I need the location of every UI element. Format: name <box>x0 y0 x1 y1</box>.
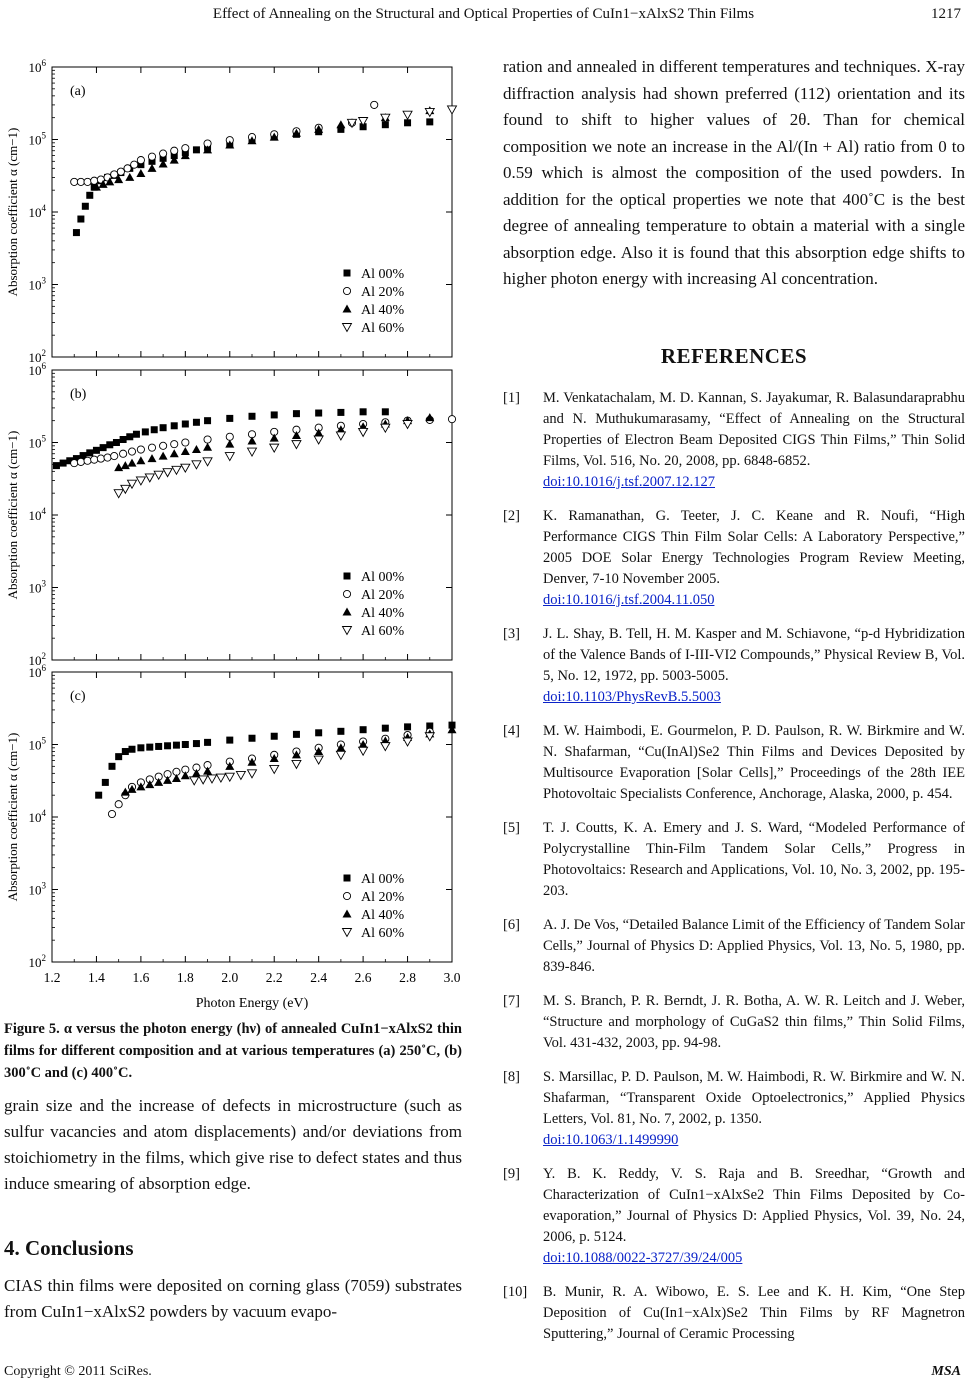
legend-label: Al 20% <box>361 285 405 300</box>
reference-text: B. Munir, R. A. Wibowo, E. S. Lee and K. H. Kim, “One Step Deposition of Cu(In1−xAlx)Se2 Thin Films by RF Magnetron Sputtering,” Journal of Ceramic Processing <box>543 1284 965 1342</box>
data-point <box>71 459 78 466</box>
footer-copyright: Copyright © 2011 SciRes. <box>4 1364 152 1379</box>
page-number: 1217 <box>931 6 961 22</box>
x-tick-label: 2.4 <box>310 970 328 985</box>
reference-doi-link[interactable]: doi:10.1088/0022-3727/39/24/005 <box>543 1250 743 1266</box>
data-point <box>86 192 93 199</box>
data-point <box>425 413 434 421</box>
legend-marker <box>343 929 352 937</box>
reference-number: [4] <box>503 723 520 739</box>
data-point <box>160 150 167 157</box>
data-point <box>114 490 123 498</box>
data-point <box>171 147 178 154</box>
data-point <box>137 446 144 453</box>
reference-number: [3] <box>503 626 520 642</box>
reference-text: A. J. De Vos, “Detailed Balance Limit of the Efficiency of Tandem Solar Cells,” Journal of Physics D: Applied Physics, Vol. 13, No. 5, 1980, pp. 839-846. <box>543 917 965 975</box>
data-point <box>100 444 107 451</box>
reference-item <box>503 818 965 902</box>
y-tick-label: $10^5$ <box>28 130 46 148</box>
y-tick-label: $10^5$ <box>28 433 46 451</box>
data-point <box>193 146 200 153</box>
data-point <box>314 436 323 444</box>
data-point <box>82 203 89 210</box>
data-point <box>249 735 256 742</box>
data-point <box>426 118 433 125</box>
x-tick-label: 2.6 <box>354 970 372 985</box>
y-tick-label: $10^3$ <box>28 275 46 293</box>
y-tick-label: $10^2$ <box>28 953 46 970</box>
data-point <box>95 792 102 799</box>
data-point <box>77 458 84 465</box>
reference-item <box>503 915 965 978</box>
reference-text: M. S. Branch, P. R. Berndt, J. R. Botha, A. W. R. Leitch and J. Weber, “Structure and morphology of CuGaS2 thin films,” Thin Solid Films, Vol. 431-432, 2003, pp. 94-98. <box>543 993 965 1051</box>
data-point <box>142 428 149 435</box>
right-body <box>503 54 965 293</box>
y-tick-label: $10^2$ <box>28 348 46 365</box>
data-point <box>84 178 91 185</box>
data-point <box>182 420 189 427</box>
data-point <box>448 416 455 423</box>
data-point <box>120 436 127 443</box>
data-point <box>109 763 116 770</box>
reference-number: [6] <box>503 917 520 933</box>
legend-label: Al 60% <box>361 321 405 336</box>
y-tick-label: $10^4$ <box>28 808 46 825</box>
data-point <box>128 448 135 455</box>
x-tick-label: 3.0 <box>443 970 461 985</box>
data-point <box>236 771 245 779</box>
data-point <box>106 441 113 448</box>
reference-number: [2] <box>503 508 520 524</box>
data-point <box>148 153 155 160</box>
reference-item <box>503 1282 965 1345</box>
reference-text: K. Ramanathan, G. Teeter, J. C. Keane and R. Noufi, “High Performance CIGS Thin Film Solar Cells: A Laboratory Perspective,” 2005 DOE Solar Energy Technologies Program Review Meeting, Denver, 7-10 November 2005. <box>543 508 965 587</box>
reference-text: M. Venkatachalam, M. D. Kannan, S. Jayakumar, R. Balasundaraprabhu and N. Muthukumarasamy, “Effect of Annealing on the Structural Properties of Electron Beam Deposited CIGS Thin Films,” Thin Solid Films, Vol. 516, No. 20, 2008, pp. 6848-6852. <box>543 390 965 469</box>
left-body-paragraph <box>4 1093 462 1197</box>
figure-5 <box>0 50 462 1010</box>
section-heading: 4. Conclusions <box>4 1236 134 1260</box>
data-point <box>203 458 212 466</box>
legend-label: Al 40% <box>361 908 405 923</box>
data-point <box>160 442 167 449</box>
reference-text: Y. B. K. Reddy, V. S. Raja and B. Sreedhar, “Growth and Characterization of CuIn1−xAlxSe2 Thin Films Deposited by Co-evaporation,” Journal of Physics D: Applied Physics, Vol. 39, No. 24, 2006, p. 5124. <box>543 1166 965 1245</box>
data-point <box>271 733 278 740</box>
page-header <box>0 6 967 28</box>
reference-number: [5] <box>503 820 520 836</box>
legend-label: Al 00% <box>361 267 405 282</box>
reference-number: [1] <box>503 390 520 406</box>
data-point <box>120 450 127 457</box>
legend-marker <box>343 324 352 332</box>
data-point <box>163 776 172 784</box>
data-point <box>53 462 60 469</box>
data-point <box>125 173 134 181</box>
data-point <box>171 422 178 429</box>
data-point <box>173 742 180 749</box>
y-tick-label: $10^3$ <box>28 880 46 898</box>
figure-caption: Figure 5. α versus the photon energy (hν) of annealed CuIn1−xAlxS2 thin films for different composition and at various temperatures (a) 250˚C, (b) 300˚C and (c) 400˚C. <box>4 1021 462 1081</box>
figure-5-chart <box>0 50 462 1010</box>
legend-label: Al 40% <box>361 303 405 318</box>
data-point <box>403 111 412 119</box>
data-point <box>102 779 109 786</box>
data-point <box>404 119 411 126</box>
data-point <box>404 723 411 730</box>
data-point <box>336 432 345 440</box>
x-tick-label: 2.8 <box>399 970 416 985</box>
y-tick-label: $10^4$ <box>28 506 46 523</box>
data-point <box>270 444 279 452</box>
legend-marker <box>343 627 352 635</box>
data-point <box>192 445 201 453</box>
legend-label: Al 20% <box>361 890 405 905</box>
data-point <box>126 433 133 440</box>
data-point <box>336 120 345 128</box>
reference-number: [10] <box>503 1284 528 1300</box>
conclusion-paragraph: CIAS thin films were deposited on corning glass (7059) substrates from CuIn1−xAlxS2 powders by vacuum evapo- <box>4 1276 462 1321</box>
y-axis-label: Absorption coefficient α (cm−1) <box>5 732 20 902</box>
data-point <box>73 229 80 236</box>
legend-marker <box>344 573 351 580</box>
data-point <box>382 408 389 415</box>
data-point <box>248 448 257 456</box>
data-point <box>204 739 211 746</box>
data-point <box>172 774 181 782</box>
data-point <box>148 444 155 451</box>
data-point <box>133 431 140 438</box>
legend-label: Al 40% <box>361 606 405 621</box>
data-point <box>248 436 257 444</box>
data-point <box>115 801 122 808</box>
data-point <box>137 156 144 163</box>
data-point <box>160 424 167 431</box>
reference-text: J. L. Shay, B. Tell, H. M. Kasper and M. Schiavone, “p-d Hybridization of the Valence Bands of I-III-VI2 Compounds,” Physical Review B, Vol. 5, No. 12, 1972, pp. 5003-5005. <box>543 626 965 684</box>
x-tick-label: 1.6 <box>132 970 150 985</box>
data-point <box>203 443 212 451</box>
data-point <box>371 101 378 108</box>
data-point <box>163 469 172 477</box>
data-point <box>108 810 115 817</box>
legend-label: Al 00% <box>361 872 405 887</box>
data-point <box>86 449 93 456</box>
data-point <box>204 417 211 424</box>
data-point <box>71 178 78 185</box>
data-point <box>124 165 131 172</box>
data-point <box>208 775 217 783</box>
data-point <box>359 747 368 755</box>
data-point <box>270 765 279 773</box>
y-tick-label: $10^3$ <box>28 578 46 596</box>
data-point <box>84 457 91 464</box>
data-point <box>193 419 200 426</box>
data-point <box>128 459 137 467</box>
x-tick-label: 2.2 <box>265 970 283 985</box>
data-point <box>192 461 201 469</box>
x-tick-label: 1.4 <box>88 970 105 985</box>
legend-label: Al 60% <box>361 624 405 639</box>
y-tick-label: $10^6$ <box>28 663 46 680</box>
footer-journal: MSA <box>931 1364 961 1379</box>
data-point <box>111 171 118 178</box>
data-point <box>203 767 212 775</box>
data-point <box>136 169 145 177</box>
reference-doi-link[interactable]: doi:10.1063/1.1499990 <box>543 1132 679 1148</box>
data-point <box>91 456 98 463</box>
data-point <box>181 464 190 472</box>
data-point <box>145 474 154 482</box>
data-point <box>248 770 257 778</box>
legend-marker <box>343 590 350 597</box>
y-tick-label: $10^4$ <box>28 203 46 220</box>
data-point <box>249 413 256 420</box>
y-axis-label: Absorption coefficient α (cm−1) <box>5 127 20 297</box>
legend-label: Al 00% <box>361 570 405 585</box>
data-point <box>226 737 233 744</box>
data-point <box>131 161 138 168</box>
data-point <box>271 411 278 418</box>
data-point <box>337 728 344 735</box>
references-heading: REFERENCES <box>660 344 808 368</box>
data-point <box>155 743 162 750</box>
legend-marker <box>344 875 351 882</box>
reference-item <box>503 991 965 1054</box>
reference-doi-link[interactable]: doi:10.1103/PhysRevB.5.5003 <box>543 689 721 705</box>
data-point <box>171 441 178 448</box>
reference-number: [8] <box>503 1069 520 1085</box>
data-point <box>77 216 84 223</box>
data-point <box>403 420 412 428</box>
data-point <box>270 434 279 442</box>
data-point <box>314 756 323 764</box>
data-point <box>159 452 168 460</box>
data-point <box>315 410 322 417</box>
data-point <box>182 741 189 748</box>
reference-item <box>503 1164 965 1269</box>
data-point <box>114 463 123 471</box>
data-point <box>337 409 344 416</box>
data-point <box>146 744 153 751</box>
data-point <box>225 440 234 448</box>
data-point <box>190 777 199 785</box>
data-point <box>136 477 145 485</box>
panel-label: (b) <box>70 387 87 402</box>
reference-text: S. Marsillac, P. D. Paulson, M. W. Haimbodi, R. W. Birkmire and W. N. Shafarman, “Transparent Oxide Optoelectronics,” Applied Physics Letters, Vol. 81, No. 7, 2002, p. 1350. <box>543 1069 965 1127</box>
data-point <box>382 725 389 732</box>
data-point <box>170 449 179 457</box>
data-point <box>315 729 322 736</box>
data-point <box>137 744 144 751</box>
x-tick-label: 1.8 <box>176 970 194 985</box>
legend-marker <box>344 270 351 277</box>
data-point <box>136 456 145 464</box>
reference-text: T. J. Coutts, K. A. Emery and J. S. Ward, “Modeled Performance of Polycrystalline Thin-Film Tandem Solar Cells,” Progress in Photovoltaics: Research and Applications, Vol. 10, No. 3, 2002, pp. 195-203. <box>543 820 965 899</box>
data-point <box>216 774 225 782</box>
data-point <box>113 439 120 446</box>
y-tick-label: $10^6$ <box>28 58 46 75</box>
data-point <box>226 415 233 422</box>
data-point <box>403 738 412 746</box>
legend-marker <box>343 608 352 616</box>
reference-item <box>503 388 965 493</box>
data-point <box>381 424 390 432</box>
data-point <box>360 726 367 733</box>
data-point <box>97 455 104 462</box>
y-axis-label: Absorption coefficient α (cm−1) <box>5 430 20 600</box>
reference-number: [9] <box>503 1166 520 1182</box>
legend-marker <box>343 305 352 313</box>
data-point <box>226 433 233 440</box>
data-point <box>293 731 300 738</box>
data-point <box>60 460 67 467</box>
data-point <box>381 743 390 751</box>
reference-item <box>503 624 965 708</box>
reference-number: [7] <box>503 993 520 1009</box>
legend-marker <box>343 910 352 918</box>
data-point <box>193 740 200 747</box>
y-tick-label: $10^2$ <box>28 651 46 668</box>
data-point <box>129 746 136 753</box>
data-point <box>182 145 189 152</box>
x-tick-label: 1.2 <box>43 970 61 985</box>
data-point <box>93 447 100 454</box>
data-point <box>115 753 122 760</box>
data-point <box>292 441 301 449</box>
reference-item <box>503 721 965 805</box>
data-point <box>225 773 234 781</box>
y-tick-label: $10^6$ <box>28 361 46 378</box>
data-point <box>293 410 300 417</box>
x-axis-label: Photon Energy (eV) <box>195 996 309 1010</box>
data-point <box>172 466 181 474</box>
reference-text: M. W. Haimbodi, E. Gourmelon, P. D. Paulson, R. W. Birkmire and W. N. Shafarman, “Cu(InAl)Se2 Thin Films and Devices Deposited by Multisource Evaporation [Solar Cells],” Proceedings of the 28th IEE Photovoltaic Specialists Conference, Anchorage, Alaska, 2000, p. 454. <box>543 723 965 802</box>
x-tick-label: 2.0 <box>221 970 239 985</box>
running-title: Effect of Annealing on the Structural and Optical Properties of CuIn1−xAlxS2 Thin Films <box>212 6 755 22</box>
panel-label: (a) <box>70 84 86 99</box>
data-point <box>204 436 211 443</box>
data-point <box>336 751 345 759</box>
body-paragraph-right: ration and annealed in different temperatures and techniques. X-ray diffraction analysis had shown preferred (112) orientation and its found to shift to higher values of 2θ. Than for chemical composition we note an increase in the Al/(In + Al) ratio from 0 to 0.59 which is almost the composition of the used powders. In addition for the optical properties we note that 400˚C is the best degree of annealing temperature to obtain a material with a single absorption edge. Also it is found that this absorption edge shifts to higher photon energy with increasing Al concentration. <box>503 57 965 288</box>
data-point <box>77 178 84 185</box>
data-point <box>225 453 234 461</box>
data-point <box>122 748 129 755</box>
legend-label: Al 60% <box>361 926 405 941</box>
data-point <box>151 426 158 433</box>
legend-label: Al 20% <box>361 588 405 603</box>
reference-item <box>503 506 965 611</box>
data-point <box>117 168 124 175</box>
data-point <box>360 408 367 415</box>
data-point <box>148 164 157 172</box>
data-point <box>164 742 171 749</box>
references-list <box>503 388 965 1358</box>
data-point <box>181 447 190 455</box>
data-point <box>448 106 457 114</box>
data-point <box>292 760 301 768</box>
body-paragraph: grain size and the increase of defects in microstructure (such as sulfur vacancies and atom displacements) and/or deviations from stoichiometry in the films, which give rise to defect states and thus induce smearing of absorption edge. <box>4 1096 462 1193</box>
data-point <box>154 471 163 479</box>
data-point <box>111 452 118 459</box>
legend-marker <box>343 892 350 899</box>
panel-label: (c) <box>70 689 86 704</box>
y-tick-label: $10^5$ <box>28 735 46 753</box>
data-point <box>181 771 190 779</box>
data-point <box>359 428 368 436</box>
data-point <box>104 454 111 461</box>
data-point <box>182 439 189 446</box>
data-point <box>148 454 157 462</box>
data-point <box>199 776 208 784</box>
reference-item <box>503 1067 965 1151</box>
reference-doi-link[interactable]: doi:10.1016/j.tsf.2004.11.050 <box>543 592 715 608</box>
reference-doi-link[interactable]: doi:10.1016/j.tsf.2007.12.127 <box>543 474 715 490</box>
legend-marker <box>343 287 350 294</box>
